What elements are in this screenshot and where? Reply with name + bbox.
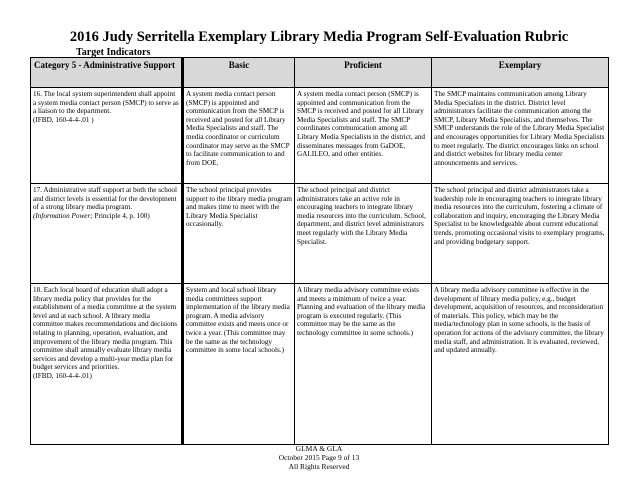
- proficient-cell: A system media contact person (SMCP) is appointed and communication from the SMCP is received and posted for all Library Media Specialists and staff. The SMCP coordinates communication among all Library Media Specialists in the district, and disseminates messages from GaDOE, GALILEO, and other entities.: [295, 88, 432, 184]
- indicator-text: 16. The local system superintendent shall appoint a system media contact person (SMCP) to serve as a liaison to the department.: [33, 90, 179, 116]
- basic-cell: System and local school library media committees support implementation of the library media program. A media advisory committee exists and meets once or twice a year. (This committee may be the same as the technology committee in some local schools.): [183, 284, 295, 445]
- basic-cell: A system media contact person (SMCP) is appointed and communication from the SMCP is received and posted for all Library Media Specialists and staff. The media coordinator or curriculum coordinator may serve as the SMCP to facilitate communication to and from DOE.: [183, 88, 295, 184]
- indicator-text: 18. Each local board of education shall adopt a library media policy that provides for the establishment of a media committee at the system level and at each school. A library media committee makes recommendations and decisions relating to planning, operation, evaluation, and improvement of the library media program. This committee shall annually evaluate library media services and develop a multi-year media plan for budget services and priorities.: [33, 286, 178, 372]
- footer-page-info: October 2015 Page 9 of 13: [278, 453, 360, 462]
- exemplary-cell: The school principal and district administrators take a leadership role in encouraging teachers to integrate library media resources into the curriculum, fostering a climate of collaboration and inquiry, encouraging the Library Media Specialist to be knowledgeable about current educational trends, promoting occasional visits to exemplary programs, and providing budgetary support.: [432, 184, 609, 284]
- table-row: [31, 88, 609, 184]
- proficient-cell: The school principal and district administrators take an active role in encouraging teachers to integrate library media resources into the curriculum. School, department, and district level administrators meet regularly with the Library Media Specialist.: [295, 184, 432, 284]
- indicator-cell: [31, 88, 183, 184]
- indicator-reference: (IFBD, 160-4-4-.01 ): [33, 115, 94, 124]
- basic-cell: The school principal provides support to the library media program and makes time to meet with the Library Media Specialist occasionally.: [183, 184, 295, 284]
- target-indicators-label: Target Indicators: [76, 47, 151, 58]
- table-header-row: [31, 58, 609, 88]
- rubric-table: [30, 57, 609, 445]
- exemplary-cell: A library media advisory committee is effective in the development of library media policy, e.g., budget development, acquisition of resources, and reconsideration of materials. This policy, which may be the media/technology plan in some schools, is the basis of operation for actions of the advisory committee, the library media staff, and administration. It is evaluated, reviewed, and updated annually.: [432, 284, 609, 445]
- indicator-cell: [31, 284, 183, 445]
- footer-organization: GLMA & GLA: [295, 444, 343, 453]
- header-basic: Basic: [183, 58, 295, 88]
- exemplary-cell: The SMCP maintains communication among Library Media Specialists in the district. District level administrators facilitate the communication among the SMCP, Library Media Specialists, and themselves. The SMCP understands the role of the Library Media Specialist and encourages opportunities for Library Media Specialists to meet regularly. The district encourages links on school and district websites for library media center announcements and services.: [432, 88, 609, 184]
- page-footer: [0, 444, 638, 471]
- table-row: [31, 184, 609, 284]
- header-exemplary: Exemplary: [432, 58, 609, 88]
- page-title: 2016 Judy Serritella Exemplary Library Media Program Self-Evaluation Rubric: [69, 29, 569, 45]
- indicator-reference: Principle 4, p. 100): [92, 211, 150, 220]
- proficient-cell: A library media advisory committee exists and meets a minimum of twice a year. Planning and evaluation of the library media program is executed regularly. (This committee may be the same as the technology committee in some schools.): [295, 284, 432, 445]
- table-row: [31, 284, 609, 445]
- indicator-reference: (IFBD, 160-4-4-.01): [33, 371, 92, 380]
- indicator-text: 17. Administrative staff support at both the school and district levels is essential for the development of a strong library media program.: [33, 186, 177, 212]
- footer-rights: All Rights Reserved: [288, 462, 350, 471]
- indicator-cell: [31, 184, 183, 284]
- indicator-reference-italic: (Information Power;: [33, 211, 93, 220]
- header-proficient: Proficient: [295, 58, 432, 88]
- header-category: Category 5 - Administrative Support: [31, 58, 183, 88]
